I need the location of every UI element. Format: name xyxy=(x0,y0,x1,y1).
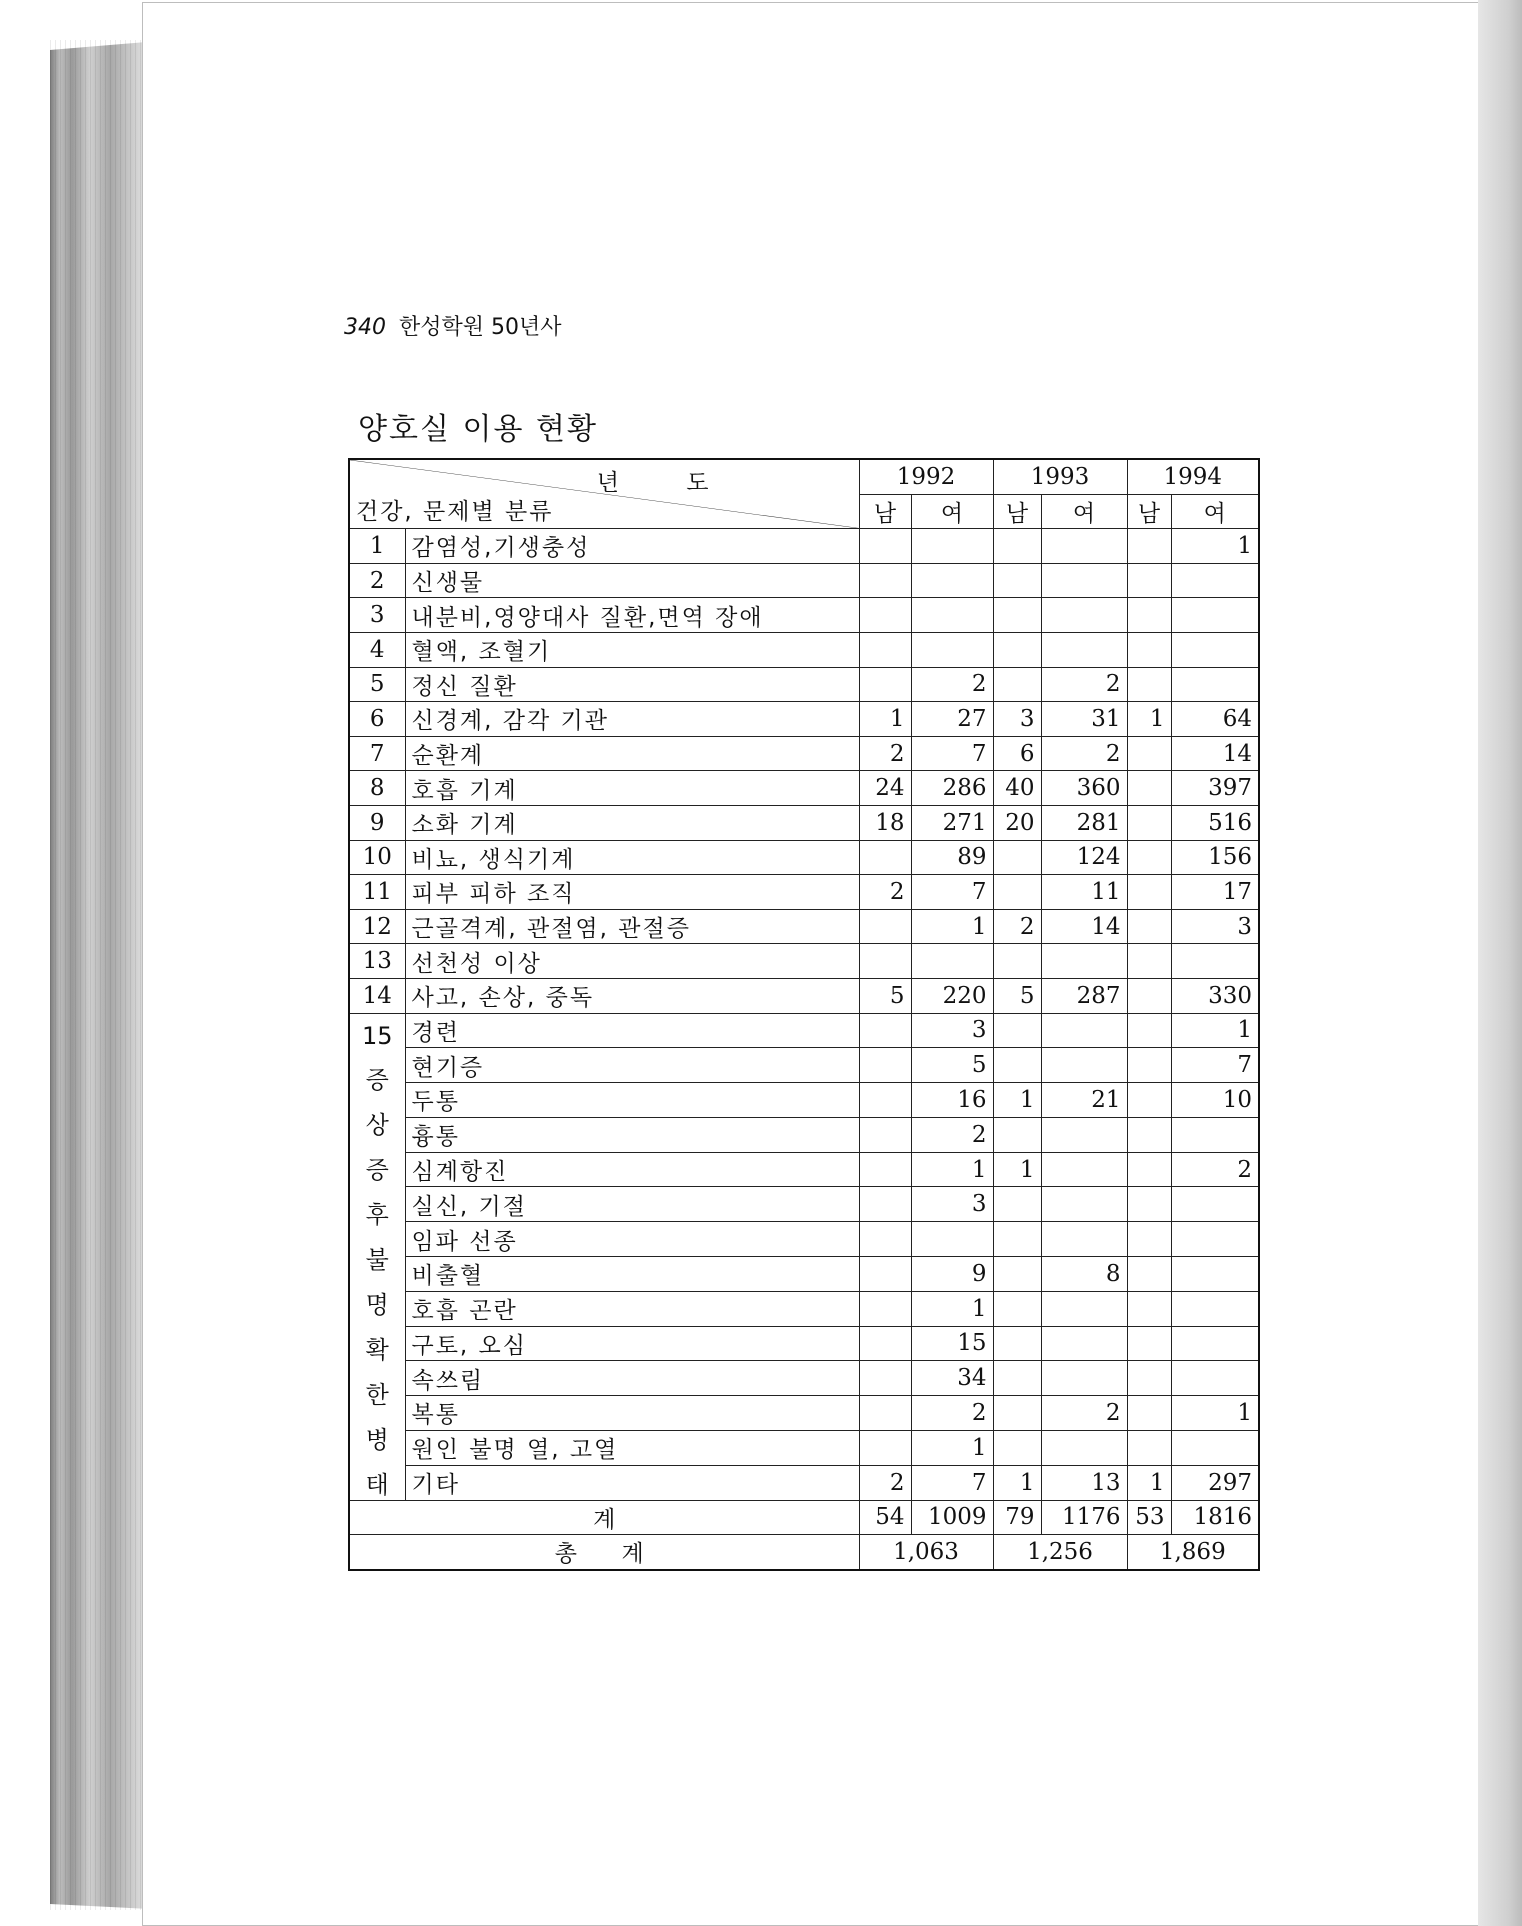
value-cell: 7 xyxy=(911,875,993,910)
table-row xyxy=(349,667,1259,702)
table-row xyxy=(349,736,1259,771)
value-cell xyxy=(1127,632,1171,667)
category-axis-label: 건강, 문제별 분류 xyxy=(356,499,554,526)
value-cell: 16 xyxy=(911,1083,993,1118)
grand-total-value: 1,063 xyxy=(859,1535,993,1570)
value-cell xyxy=(859,1361,911,1396)
grand-total-row xyxy=(349,1535,1259,1570)
male-header: 남 xyxy=(1127,494,1171,529)
row-label: 비출혈 xyxy=(405,1256,859,1291)
value-cell: 330 xyxy=(1171,978,1259,1013)
value-cell xyxy=(1127,1013,1171,1048)
row-index: 11 xyxy=(349,875,405,910)
table-row xyxy=(349,840,1259,875)
value-cell xyxy=(1127,1117,1171,1152)
subtotal-row xyxy=(349,1500,1259,1535)
row-label: 사고, 손상, 중독 xyxy=(405,978,859,1013)
value-cell: 2 xyxy=(911,1117,993,1152)
value-cell xyxy=(859,1117,911,1152)
row-label: 호흡 기계 xyxy=(405,771,859,806)
value-cell xyxy=(1041,598,1127,633)
book-title: 한성학원 50년사 xyxy=(399,315,562,340)
value-cell: 1 xyxy=(1171,1396,1259,1431)
table-title: 양호실 이용 현황 xyxy=(358,412,598,447)
value-cell: 271 xyxy=(911,805,993,840)
value-cell xyxy=(859,1430,911,1465)
value-cell: 2 xyxy=(1171,1152,1259,1187)
value-cell: 1 xyxy=(911,909,993,944)
value-cell: 17 xyxy=(1171,875,1259,910)
table-row xyxy=(349,1326,1259,1361)
value-cell xyxy=(1127,1291,1171,1326)
row-label: 감염성,기생충성 xyxy=(405,529,859,564)
value-cell: 79 xyxy=(993,1500,1041,1535)
row-label: 신생물 xyxy=(405,563,859,598)
value-cell: 18 xyxy=(859,805,911,840)
corner-header-cell xyxy=(349,459,859,529)
value-cell xyxy=(1127,1326,1171,1361)
header-row-years xyxy=(349,459,1259,494)
value-cell xyxy=(1171,1291,1259,1326)
value-cell xyxy=(993,1396,1041,1431)
value-cell xyxy=(1127,840,1171,875)
value-cell: 21 xyxy=(1041,1083,1127,1118)
value-cell: 14 xyxy=(1171,736,1259,771)
value-cell xyxy=(1041,1291,1127,1326)
value-cell xyxy=(1041,1326,1127,1361)
value-cell xyxy=(859,840,911,875)
row-label: 선천성 이상 xyxy=(405,944,859,979)
value-cell xyxy=(1041,632,1127,667)
group-15-char: 태 xyxy=(365,1470,389,1499)
value-cell xyxy=(1171,1222,1259,1257)
row-index: 9 xyxy=(349,805,405,840)
value-cell xyxy=(1127,1187,1171,1222)
row-index: 2 xyxy=(349,563,405,598)
female-header: 여 xyxy=(1041,494,1127,529)
value-cell: 3 xyxy=(911,1187,993,1222)
table-row xyxy=(349,1465,1259,1500)
value-cell xyxy=(993,563,1041,598)
row-label: 소화 기계 xyxy=(405,805,859,840)
value-cell: 10 xyxy=(1171,1083,1259,1118)
group-15-char: 후 xyxy=(365,1200,389,1229)
value-cell xyxy=(1127,1396,1171,1431)
value-cell xyxy=(911,1222,993,1257)
value-cell xyxy=(911,632,993,667)
value-cell xyxy=(859,632,911,667)
value-cell: 13 xyxy=(1041,1465,1127,1500)
value-cell xyxy=(1127,1152,1171,1187)
value-cell: 2 xyxy=(1041,736,1127,771)
row-index: 14 xyxy=(349,978,405,1013)
value-cell xyxy=(859,529,911,564)
value-cell xyxy=(993,1326,1041,1361)
grand-total-value: 1,256 xyxy=(993,1535,1127,1570)
value-cell xyxy=(1127,875,1171,910)
grand-total-label: 총 계 xyxy=(349,1535,859,1570)
table-row xyxy=(349,598,1259,633)
page-header xyxy=(344,310,562,341)
table-row xyxy=(349,563,1259,598)
value-cell xyxy=(911,529,993,564)
value-cell xyxy=(1127,563,1171,598)
value-cell: 516 xyxy=(1171,805,1259,840)
value-cell: 5 xyxy=(993,978,1041,1013)
row-index: 5 xyxy=(349,667,405,702)
value-cell xyxy=(859,944,911,979)
value-cell: 5 xyxy=(859,978,911,1013)
group-15-char: 불 xyxy=(365,1245,389,1274)
value-cell: 3 xyxy=(1171,909,1259,944)
table-row xyxy=(349,632,1259,667)
value-cell xyxy=(993,632,1041,667)
book-page-edge-lines xyxy=(50,40,145,1910)
row-label: 근골격계, 관절염, 관절증 xyxy=(405,909,859,944)
table-row xyxy=(349,1013,1259,1048)
value-cell xyxy=(859,1326,911,1361)
value-cell: 6 xyxy=(993,736,1041,771)
value-cell: 54 xyxy=(859,1500,911,1535)
year-axis-label: 년 도 xyxy=(596,470,739,496)
row-label: 순환계 xyxy=(405,736,859,771)
value-cell: 89 xyxy=(911,840,993,875)
value-cell: 397 xyxy=(1171,771,1259,806)
table-row xyxy=(349,529,1259,564)
value-cell xyxy=(859,1048,911,1083)
value-cell xyxy=(1127,1256,1171,1291)
value-cell xyxy=(859,909,911,944)
value-cell xyxy=(1171,1117,1259,1152)
value-cell xyxy=(1041,1187,1127,1222)
value-cell xyxy=(911,598,993,633)
value-cell: 1 xyxy=(911,1152,993,1187)
value-cell: 2 xyxy=(1041,1396,1127,1431)
row-label: 기타 xyxy=(405,1465,859,1500)
value-cell: 40 xyxy=(993,771,1041,806)
row-label: 실신, 기절 xyxy=(405,1187,859,1222)
value-cell: 3 xyxy=(993,702,1041,737)
table-row xyxy=(349,1222,1259,1257)
row-index: 6 xyxy=(349,702,405,737)
value-cell: 220 xyxy=(911,978,993,1013)
value-cell xyxy=(1041,1013,1127,1048)
row-label: 두통 xyxy=(405,1083,859,1118)
value-cell: 64 xyxy=(1171,702,1259,737)
group-15-number: 15 xyxy=(361,1021,393,1050)
page-number: 340 xyxy=(344,315,386,340)
value-cell xyxy=(993,598,1041,633)
value-cell xyxy=(993,1430,1041,1465)
value-cell xyxy=(1127,805,1171,840)
row-index: 10 xyxy=(349,840,405,875)
value-cell xyxy=(859,598,911,633)
value-cell: 11 xyxy=(1041,875,1127,910)
value-cell xyxy=(1171,1361,1259,1396)
table-row xyxy=(349,1361,1259,1396)
value-cell xyxy=(993,840,1041,875)
value-cell xyxy=(859,1187,911,1222)
table-row xyxy=(349,944,1259,979)
value-cell: 2 xyxy=(911,667,993,702)
group-15-char: 한 xyxy=(365,1380,389,1409)
value-cell: 1 xyxy=(993,1152,1041,1187)
value-cell xyxy=(911,563,993,598)
row-label: 혈액, 조혈기 xyxy=(405,632,859,667)
value-cell xyxy=(1171,1256,1259,1291)
row-label: 구토, 오심 xyxy=(405,1326,859,1361)
value-cell xyxy=(859,1396,911,1431)
row-label: 신경계, 감각 기관 xyxy=(405,702,859,737)
value-cell: 7 xyxy=(911,1465,993,1500)
value-cell: 1 xyxy=(993,1465,1041,1500)
value-cell xyxy=(1041,1222,1127,1257)
page-right-shadow xyxy=(1478,0,1522,1926)
value-cell xyxy=(993,1048,1041,1083)
value-cell xyxy=(859,1256,911,1291)
value-cell xyxy=(1171,598,1259,633)
value-cell xyxy=(1127,598,1171,633)
table-row xyxy=(349,1187,1259,1222)
row-label: 임파 선종 xyxy=(405,1222,859,1257)
row-index: 8 xyxy=(349,771,405,806)
value-cell: 286 xyxy=(911,771,993,806)
year-header-1994: 1994 xyxy=(1127,459,1259,494)
row-label: 내분비,영양대사 질환,면역 장애 xyxy=(405,598,859,633)
row-index: 12 xyxy=(349,909,405,944)
value-cell xyxy=(1041,1152,1127,1187)
value-cell xyxy=(1127,978,1171,1013)
table-row xyxy=(349,1048,1259,1083)
row-index: 4 xyxy=(349,632,405,667)
value-cell xyxy=(1127,944,1171,979)
value-cell: 3 xyxy=(911,1013,993,1048)
value-cell: 1009 xyxy=(911,1500,993,1535)
value-cell xyxy=(1041,1361,1127,1396)
table-row xyxy=(349,771,1259,806)
value-cell: 14 xyxy=(1041,909,1127,944)
value-cell: 15 xyxy=(911,1326,993,1361)
table-row xyxy=(349,1117,1259,1152)
value-cell: 2 xyxy=(859,875,911,910)
value-cell: 1 xyxy=(1171,529,1259,564)
value-cell: 34 xyxy=(911,1361,993,1396)
row-index: 1 xyxy=(349,529,405,564)
row-label: 경련 xyxy=(405,1013,859,1048)
value-cell xyxy=(1127,1222,1171,1257)
value-cell xyxy=(1171,632,1259,667)
value-cell xyxy=(1041,563,1127,598)
group-15-char: 병 xyxy=(365,1425,389,1454)
row-label: 심계항진 xyxy=(405,1152,859,1187)
value-cell: 20 xyxy=(993,805,1041,840)
row-label: 속쓰림 xyxy=(405,1361,859,1396)
row-label: 비뇨, 생식기계 xyxy=(405,840,859,875)
value-cell: 2 xyxy=(859,1465,911,1500)
value-cell xyxy=(859,1013,911,1048)
year-header-1993: 1993 xyxy=(993,459,1127,494)
table-row xyxy=(349,1430,1259,1465)
grand-total-value: 1,869 xyxy=(1127,1535,1259,1570)
table-row xyxy=(349,909,1259,944)
row-label: 현기증 xyxy=(405,1048,859,1083)
table-row xyxy=(349,805,1259,840)
value-cell: 360 xyxy=(1041,771,1127,806)
value-cell: 1 xyxy=(1127,1465,1171,1500)
group-15-char: 확 xyxy=(365,1335,389,1364)
value-cell: 2 xyxy=(993,909,1041,944)
value-cell xyxy=(1041,1117,1127,1152)
row-index: 13 xyxy=(349,944,405,979)
value-cell: 297 xyxy=(1171,1465,1259,1500)
value-cell xyxy=(993,1013,1041,1048)
row-label: 호흡 곤란 xyxy=(405,1291,859,1326)
value-cell xyxy=(993,1117,1041,1152)
value-cell xyxy=(993,1256,1041,1291)
infirmary-usage-table xyxy=(348,458,1260,1571)
value-cell xyxy=(1127,1361,1171,1396)
value-cell xyxy=(859,667,911,702)
table-row xyxy=(349,1083,1259,1118)
value-cell: 1 xyxy=(859,702,911,737)
value-cell xyxy=(1171,944,1259,979)
value-cell xyxy=(1127,667,1171,702)
value-cell: 7 xyxy=(911,736,993,771)
value-cell: 27 xyxy=(911,702,993,737)
value-cell xyxy=(859,1152,911,1187)
table-row xyxy=(349,875,1259,910)
value-cell: 8 xyxy=(1041,1256,1127,1291)
row-label: 원인 불명 열, 고열 xyxy=(405,1430,859,1465)
subtotal-label: 계 xyxy=(349,1500,859,1535)
value-cell: 287 xyxy=(1041,978,1127,1013)
value-cell xyxy=(993,1361,1041,1396)
value-cell: 1 xyxy=(993,1083,1041,1118)
row-label: 복통 xyxy=(405,1396,859,1431)
row-index: 7 xyxy=(349,736,405,771)
value-cell xyxy=(1171,1187,1259,1222)
male-header: 남 xyxy=(859,494,911,529)
year-header-1992: 1992 xyxy=(859,459,993,494)
value-cell xyxy=(1127,1083,1171,1118)
value-cell: 281 xyxy=(1041,805,1127,840)
value-cell xyxy=(859,1291,911,1326)
value-cell xyxy=(1171,667,1259,702)
value-cell: 1 xyxy=(1171,1013,1259,1048)
row-label: 정신 질환 xyxy=(405,667,859,702)
value-cell xyxy=(1127,909,1171,944)
value-cell: 1 xyxy=(1127,702,1171,737)
value-cell: 1 xyxy=(911,1291,993,1326)
table-row xyxy=(349,1396,1259,1431)
row-index: 3 xyxy=(349,598,405,633)
value-cell: 2 xyxy=(1041,667,1127,702)
value-cell: 53 xyxy=(1127,1500,1171,1535)
value-cell xyxy=(859,1222,911,1257)
value-cell xyxy=(1171,1326,1259,1361)
row-label: 흉통 xyxy=(405,1117,859,1152)
value-cell xyxy=(1041,1048,1127,1083)
group-15-label-cell xyxy=(349,1013,405,1500)
value-cell xyxy=(1171,563,1259,598)
value-cell: 9 xyxy=(911,1256,993,1291)
value-cell xyxy=(1171,1430,1259,1465)
value-cell xyxy=(1041,529,1127,564)
table-row xyxy=(349,1256,1259,1291)
value-cell xyxy=(993,875,1041,910)
value-cell xyxy=(993,1222,1041,1257)
value-cell xyxy=(1127,771,1171,806)
row-label: 피부 피하 조직 xyxy=(405,875,859,910)
table-row xyxy=(349,1152,1259,1187)
value-cell xyxy=(1041,944,1127,979)
value-cell xyxy=(993,944,1041,979)
table-row xyxy=(349,978,1259,1013)
value-cell xyxy=(911,944,993,979)
value-cell: 2 xyxy=(911,1396,993,1431)
value-cell: 156 xyxy=(1171,840,1259,875)
value-cell xyxy=(1041,1430,1127,1465)
value-cell: 1176 xyxy=(1041,1500,1127,1535)
value-cell xyxy=(1127,1048,1171,1083)
value-cell xyxy=(1127,1430,1171,1465)
value-cell xyxy=(993,529,1041,564)
female-header: 여 xyxy=(1171,494,1259,529)
value-cell xyxy=(1127,736,1171,771)
value-cell xyxy=(1127,529,1171,564)
male-header: 남 xyxy=(993,494,1041,529)
value-cell: 5 xyxy=(911,1048,993,1083)
group-15-char: 명 xyxy=(365,1290,389,1319)
value-cell xyxy=(993,1291,1041,1326)
value-cell xyxy=(859,563,911,598)
table-row xyxy=(349,702,1259,737)
group-15-char: 증 xyxy=(365,1065,389,1094)
group-15-vertical-label xyxy=(356,1022,399,1500)
table-row xyxy=(349,1291,1259,1326)
female-header: 여 xyxy=(911,494,993,529)
value-cell: 2 xyxy=(859,736,911,771)
value-cell: 124 xyxy=(1041,840,1127,875)
value-cell xyxy=(993,1187,1041,1222)
value-cell xyxy=(859,1083,911,1118)
group-15-char: 증 xyxy=(365,1155,389,1184)
value-cell: 1816 xyxy=(1171,1500,1259,1535)
value-cell xyxy=(993,667,1041,702)
value-cell: 24 xyxy=(859,771,911,806)
group-15-char: 상 xyxy=(365,1110,389,1139)
value-cell: 7 xyxy=(1171,1048,1259,1083)
value-cell: 31 xyxy=(1041,702,1127,737)
value-cell: 1 xyxy=(911,1430,993,1465)
